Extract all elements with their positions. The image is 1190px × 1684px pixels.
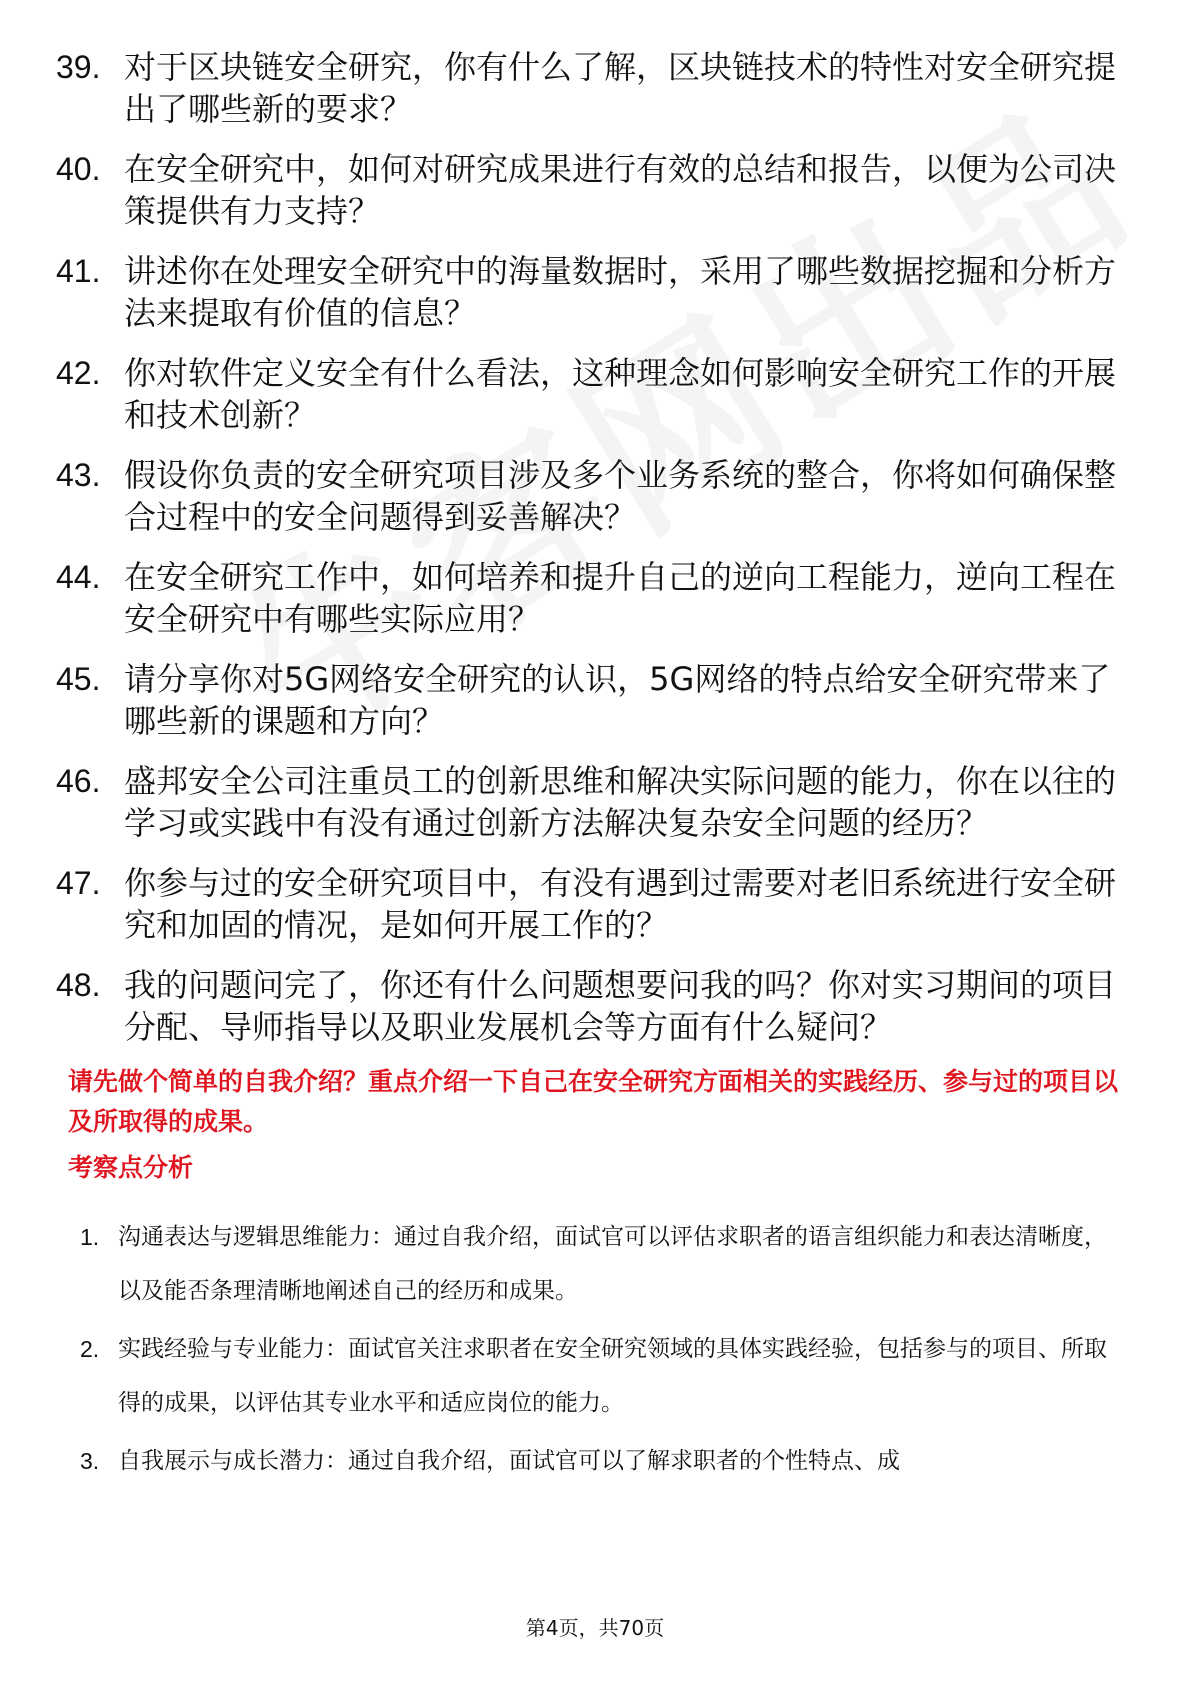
section-question-title: 请先做个简单的自我介绍？重点介绍一下自己在安全研究方面相关的实践经历、参与过的项目以及所取得的成果。 [68,1067,1119,1136]
question-item [56,250,1136,334]
question-number: 39. [56,49,101,85]
question-number: 44. [56,559,101,595]
question-text: 你对软件定义安全有什么看法，这种理念如何影响安全研究工作的开展和技术创新？ [124,354,1117,434]
question-number: 48. [56,967,101,1003]
question-text: 在安全研究中，如何对研究成果进行有效的总结和报告，以便为公司决策提供有力支持？ [124,150,1117,230]
analysis-point-text: 实践经验与专业能力：面试官关注求职者在安全研究领域的具体实践经验，包括参与的项目、所取得的成果，以评估其专业水平和适应岗位的能力。 [118,1336,1107,1416]
analysis-point-list [80,1210,1110,1492]
question-text: 在安全研究工作中，如何培养和提升自己的逆向工程能力，逆向工程在安全研究中有哪些实际应用？ [124,558,1117,638]
analysis-point [80,1210,1110,1318]
question-item [56,964,1136,1048]
question-text: 讲述你在处理安全研究中的海量数据时，采用了哪些数据挖掘和分析方法来提取有价值的信息？ [124,252,1117,332]
question-number: 42. [56,355,101,391]
question-item [56,658,1136,742]
analysis-point-number: 3. [80,1448,100,1474]
question-text: 我的问题问完了，你还有什么问题想要问我的吗？你对实习期间的项目分配、导师指导以及职业发展机会等方面有什么疑问？ [124,966,1117,1046]
question-item [56,46,1136,130]
page-number-footer: 第4页，共70页 [525,1616,665,1640]
analysis-point-number: 1. [80,1224,100,1250]
question-item [56,148,1136,232]
question-text: 对于区块链安全研究，你有什么了解，区块链技术的特性对安全研究提出了哪些新的要求？ [124,48,1117,128]
question-text: 请分享你对5G网络安全研究的认识，5G网络的特点给安全研究带来了哪些新的课题和方向？ [124,660,1111,740]
analysis-point [80,1434,1110,1488]
question-list [56,46,1136,1066]
analysis-point-text: 自我展示与成长潜力：通过自我介绍，面试官可以了解求职者的个性特点、成 [118,1448,900,1474]
question-item [56,556,1136,640]
question-item [56,862,1136,946]
question-item [56,760,1136,844]
question-number: 43. [56,457,101,493]
analysis-point [80,1322,1110,1430]
question-number: 41. [56,253,101,289]
analysis-heading: 考察点分析 [68,1153,194,1182]
analysis-point-number: 2. [80,1336,100,1362]
question-text: 盛邦安全公司注重员工的创新思维和解决实际问题的能力，你在以往的学习或实践中有没有通过创新方法解决复杂安全问题的经历？ [124,762,1117,842]
question-text: 假设你负责的安全研究项目涉及多个业务系统的整合，你将如何确保整合过程中的安全问题得到妥善解决？ [124,456,1117,536]
question-number: 47. [56,865,101,901]
question-number: 40. [56,151,101,187]
question-item [56,352,1136,436]
analysis-point-text: 沟通表达与逻辑思维能力：通过自我介绍，面试官可以评估求职者的语言组织能力和表达清晰度，以及能否条理清晰地阐述自己的经历和成果。 [118,1224,1107,1304]
question-number: 45. [56,661,101,697]
question-text: 你参与过的安全研究项目中，有没有遇到过需要对老旧系统进行安全研究和加固的情况，是如何开展工作的？ [124,864,1117,944]
question-item [56,454,1136,538]
question-number: 46. [56,763,101,799]
